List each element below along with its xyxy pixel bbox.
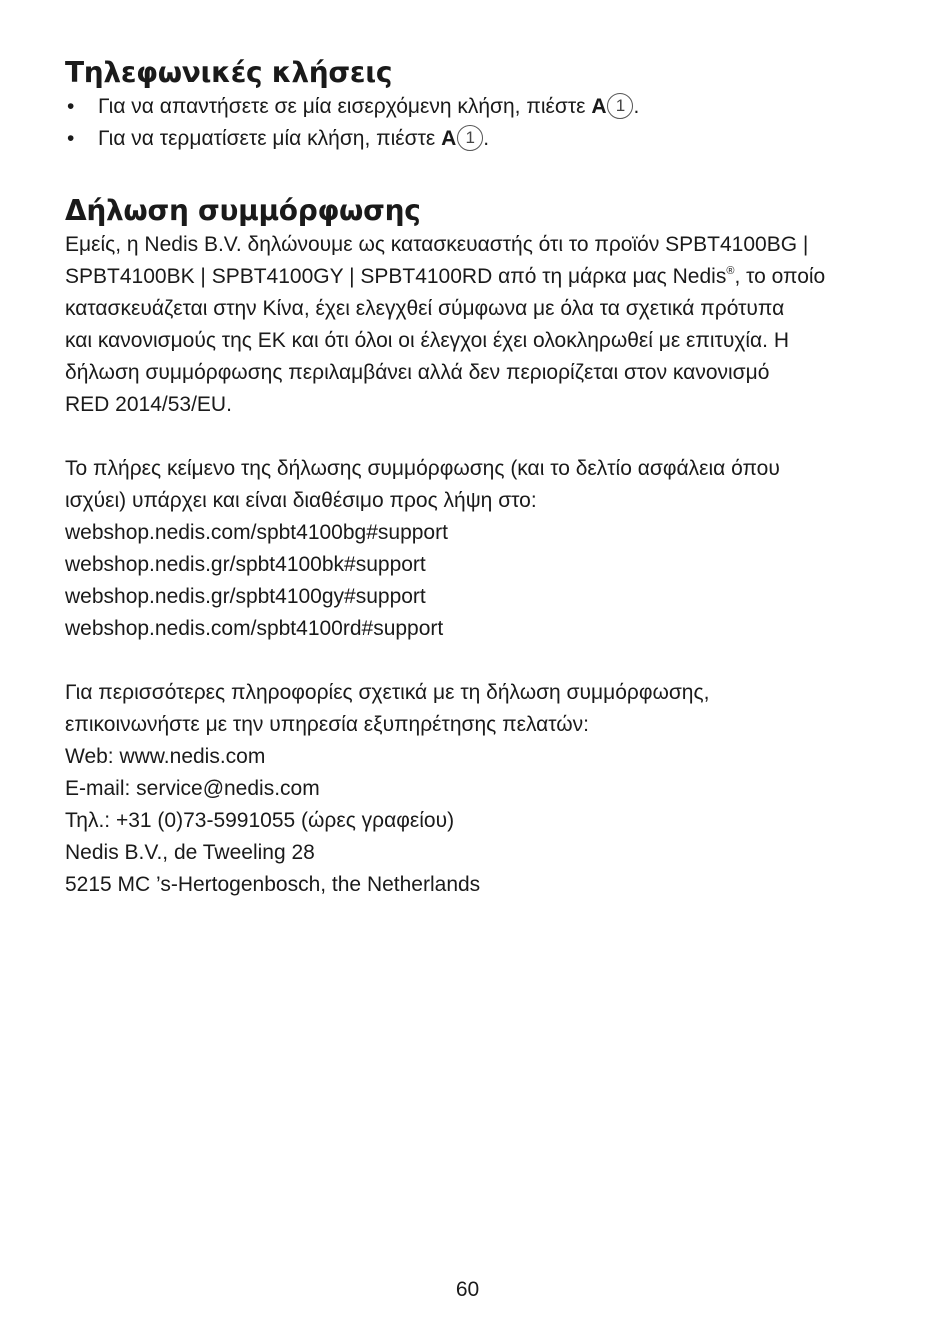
conformity-heading: Δήλωση συμμόρφωσης [65, 194, 421, 227]
support-url-gy: webshop.nedis.gr/spbt4100gy#support [65, 585, 426, 608]
instruction-end: . [633, 95, 640, 118]
circled-number-icon: 1 [457, 125, 483, 151]
instruction-text: Για να τερματίσετε μία κλήση, πιέστε [98, 127, 442, 150]
contact-email: E-mail: service@nedis.com [65, 777, 320, 800]
bullet-icon: • [67, 95, 75, 118]
support-url-bk: webshop.nedis.gr/spbt4100bk#support [65, 553, 426, 576]
paragraph-line: επικοινωνήστε με την υπηρεσία εξυπηρέτησης πελατών: [65, 713, 589, 736]
calls-list [65, 91, 865, 155]
instruction-text: Για να απαντήσετε σε μία εισερχόμενη κλήση, πιέστε [98, 95, 592, 118]
paragraph-line: Το πλήρες κείμενο της δήλωσης συμμόρφωσης (και το δελτίο ασφάλεια όπου [65, 457, 780, 480]
support-url-bg: webshop.nedis.com/spbt4100bg#support [65, 521, 448, 544]
button-key-label: A [591, 95, 607, 118]
contact-paragraph [65, 677, 865, 901]
instruction-end: . [483, 127, 490, 150]
button-key-label: A [441, 127, 457, 150]
contact-address-city: 5215 MC ’s-Hertogenbosch, the Netherlands [65, 873, 481, 896]
circled-number-icon: 1 [607, 93, 633, 119]
contact-web: Web: www.nedis.com [65, 745, 266, 768]
list-item [65, 123, 865, 155]
download-paragraph [65, 453, 865, 645]
paragraph-line: Για περισσότερες πληροφορίες σχετικά με τη δήλωση συμμόρφωσης, [65, 681, 710, 704]
calls-heading: Τηλεφωνικές κλήσεις [65, 56, 393, 89]
paragraph-line: ισχύει) υπάρχει και είναι διαθέσιμο προς λήψη στο: [65, 489, 537, 512]
paragraph-line: Εμείς, η Nedis B.V. δηλώνουμε ως κατασκευαστής ότι το προϊόν SPBT4100BG | [65, 233, 809, 256]
contact-phone: Τηλ.: +31 (0)73-5991055 (ώρες γραφείου) [65, 809, 455, 832]
page-number: 60 [455, 1278, 480, 1301]
page-content [65, 55, 865, 901]
list-item [65, 91, 865, 123]
paragraph-line: δήλωση συμμόρφωσης περιλαμβάνει αλλά δεν περιορίζεται στον κανονισμό [65, 361, 770, 384]
registered-mark: ® [726, 265, 735, 277]
support-url-rd: webshop.nedis.com/spbt4100rd#support [65, 617, 444, 640]
paragraph-line: SPBT4100BK | SPBT4100GY | SPBT4100RD από τη μάρκα μας Nedis®, το οποίο [65, 265, 826, 288]
paragraph-line: κατασκευάζεται στην Κίνα, έχει ελεγχθεί σύμφωνα με όλα τα σχετικά πρότυπα [65, 297, 785, 320]
paragraph-line: και κανονισμούς της ΕΚ και ότι όλοι οι έλεγχοι έχει ολοκληρωθεί με επιτυχία. Η [65, 329, 790, 352]
paragraph-line: RED 2014/53/EU. [65, 393, 232, 416]
bullet-icon: • [67, 127, 75, 150]
contact-address-street: Nedis B.V., de Tweeling 28 [65, 841, 315, 864]
conformity-paragraph [65, 229, 865, 421]
